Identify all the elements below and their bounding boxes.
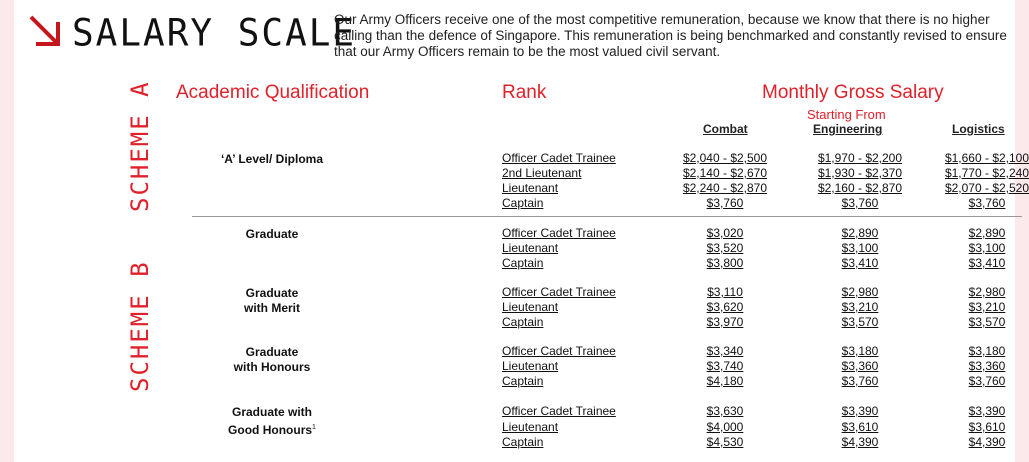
engineering-salary-cell: $3,100: [841, 241, 879, 255]
combat-salary-cell: $3,620: [706, 300, 744, 314]
combat-salary-cell: $4,180: [706, 374, 744, 388]
engineering-salary-cell: $3,360: [841, 359, 879, 373]
logistics-salary-cell: $3,360: [968, 359, 1006, 373]
salary-page: [14, 0, 1029, 462]
rank-cell: Officer Cadet Trainee: [502, 404, 616, 418]
rank-cell: Officer Cadet Trainee: [502, 344, 616, 358]
engineering-salary-cell: $3,760: [841, 374, 879, 388]
logistics-salary-cell: $3,390: [968, 404, 1006, 418]
rank-cell: Captain: [502, 256, 544, 270]
engineering-salary-cell: $3,180: [841, 344, 879, 358]
rank-cell: Lieutenant: [502, 241, 559, 255]
combat-salary-cell: $3,520: [706, 241, 744, 255]
logistics-column-header: Logistics: [952, 122, 1005, 136]
combat-salary-cell: $4,000: [706, 419, 744, 434]
rank-cell: Captain: [502, 315, 544, 329]
engineering-salary-cell: $2,890: [841, 226, 879, 240]
scheme-b-label: SCHEME B: [126, 260, 154, 392]
logistics-salary-cell: $3,760: [968, 374, 1006, 388]
logistics-salary-cell: $2,070 - $2,520: [944, 181, 1029, 195]
rank-cell: 2nd Lieutenant: [502, 166, 582, 180]
rank-cell: Lieutenant: [502, 181, 559, 195]
engineering-salary-cell: $2,980: [841, 285, 879, 299]
combat-salary-cell: $3,800: [706, 256, 744, 270]
qualification-graduate-merit: Graduate with Merit: [244, 286, 300, 315]
logistics-salary-cell: $3,570: [968, 315, 1006, 329]
logistics-salary-cell: $1,770 - $2,240: [944, 166, 1029, 180]
rank-cell: Captain: [502, 374, 544, 388]
rank-cell: Captain: [502, 435, 544, 449]
rank-cell: Officer Cadet Trainee: [502, 151, 616, 165]
engineering-salary-cell: $1,930 - $2,370: [817, 166, 903, 180]
combat-salary-cell: $3,630: [706, 404, 744, 418]
rank-cell: Officer Cadet Trainee: [502, 226, 616, 240]
logistics-salary-cell: $1,660 - $2,100: [944, 151, 1029, 165]
rank-cell: Officer Cadet Trainee: [502, 285, 616, 299]
logistics-salary-cell: $3,210: [968, 300, 1006, 314]
intro-text: Our Army Officers receive one of the most competitive remuneration, because we know that there is no higher calling than the defence of Singapore. This remuneration is being benchmarked and constantly revised to ensure that our Army Officers remain to be the most valued civil servant.: [334, 12, 1007, 59]
combat-salary-cell: $3,020: [706, 226, 744, 240]
logistics-salary-cell: $3,610: [968, 419, 1006, 434]
salary-header: Monthly Gross Salary: [762, 82, 944, 103]
logistics-salary-cell: $4,390: [968, 435, 1006, 449]
rank-header: Rank: [502, 82, 547, 103]
combat-salary-cell: $3,760: [706, 196, 744, 210]
engineering-salary-cell: $3,390: [841, 404, 879, 418]
combat-salary-cell: $3,740: [706, 359, 744, 373]
rank-cell: Lieutenant: [502, 359, 559, 373]
logistics-salary-cell: $3,180: [968, 344, 1006, 358]
combat-salary-cell: $3,970: [706, 315, 744, 329]
arrow-down-right-icon: [28, 14, 62, 48]
combat-salary-cell: $2,140 - $2,670: [682, 166, 768, 180]
qualification-graduate-honours: Graduate with Honours: [233, 345, 311, 374]
starting-from-label: Starting From: [807, 107, 886, 122]
engineering-salary-cell: $1,970 - $2,200: [817, 151, 903, 165]
qualification-header: Academic Qualification: [176, 82, 370, 103]
qualification-graduate-good-honours: Graduate with Good Honours$^1$: [228, 405, 316, 437]
logistics-salary-cell: $2,980: [968, 285, 1006, 299]
page-title: SALARY SCALE: [72, 12, 357, 56]
engineering-salary-cell: $3,570: [841, 315, 879, 329]
logistics-salary-cell: $3,410: [968, 256, 1006, 270]
scheme-divider: [192, 216, 1022, 217]
engineering-salary-cell: $3,410: [841, 256, 879, 270]
logistics-salary-cell: $2,890: [968, 226, 1006, 240]
rank-cell: Lieutenant: [502, 419, 559, 434]
engineering-salary-cell: $4,390: [841, 435, 879, 449]
combat-salary-cell: $2,240 - $2,870: [682, 181, 768, 195]
combat-salary-cell: $2,040 - $2,500: [682, 151, 768, 165]
qualification-graduate: Graduate: [245, 227, 299, 241]
scheme-a-label: SCHEME A: [126, 80, 154, 212]
combat-salary-cell: $3,110: [707, 285, 743, 299]
logistics-salary-cell: $3,760: [968, 196, 1006, 210]
engineering-column-header: Engineering: [813, 122, 883, 136]
engineering-salary-cell: $3,210: [841, 300, 879, 314]
logistics-salary-cell: $3,100: [968, 241, 1006, 255]
combat-salary-cell: $4,530: [706, 435, 744, 449]
combat-salary-cell: $3,340: [706, 344, 744, 358]
rank-cell: Captain: [502, 196, 544, 210]
engineering-salary-cell: $3,760: [841, 196, 879, 210]
combat-column-header: Combat: [703, 122, 748, 136]
engineering-salary-cell: $3,610: [841, 419, 879, 434]
rank-cell: Lieutenant: [502, 300, 559, 314]
qualification-a-level: ‘A’ Level/ Diploma: [220, 152, 324, 166]
footnote-marker: 1: [312, 424, 316, 431]
engineering-salary-cell: $2,160 - $2,870: [817, 181, 903, 195]
